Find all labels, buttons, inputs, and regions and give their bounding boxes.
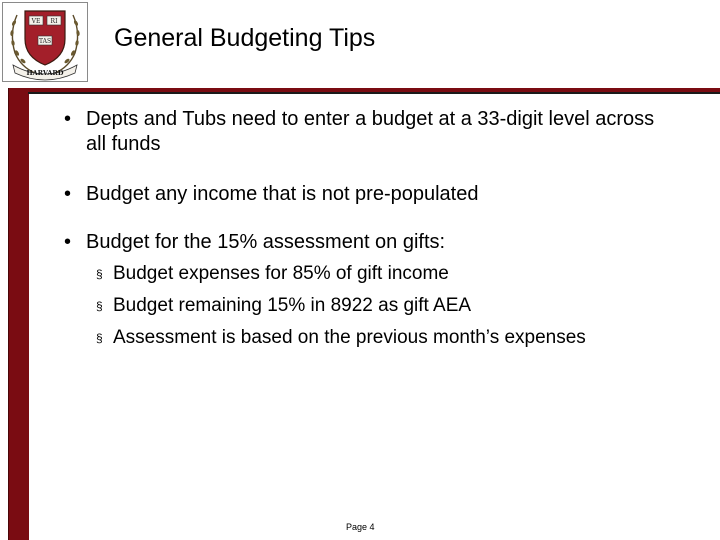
harvard-shield-seal-icon xyxy=(3,3,87,81)
bullet-text: Budget any income that is not pre-populated xyxy=(86,183,479,205)
bullet-text: Budget for the 15% assessment on gifts: xyxy=(86,231,446,253)
bullet-item xyxy=(64,182,664,207)
sub-bullet-glyph: § xyxy=(96,267,103,281)
sub-bullet-glyph: § xyxy=(96,299,103,313)
logo-ribbon-text: HARVARD xyxy=(26,69,64,77)
bullet-item xyxy=(64,230,664,255)
logo-frame xyxy=(2,2,88,82)
sub-bullet-glyph: § xyxy=(96,331,103,345)
bullet-item xyxy=(64,107,664,157)
bullet-text: Depts and Tubs need to enter a budget at a 33-digit level across all funds xyxy=(86,108,655,155)
bullet-glyph: • xyxy=(64,231,72,253)
sub-bullet-text: Assessment is based on the previous month’s expenses xyxy=(113,327,586,348)
sub-bullet-text: Budget remaining 15% in 8922 as gift AEA xyxy=(113,295,472,316)
left-accent-bar xyxy=(8,88,29,540)
sub-bullet-text: Budget expenses for 85% of gift income xyxy=(113,263,449,284)
page-label: Page 4 xyxy=(346,522,375,532)
sub-bullet-item xyxy=(96,326,586,350)
sub-bullet-item xyxy=(96,262,449,286)
shield-word-1: VE xyxy=(31,18,41,25)
slide-number: 4 xyxy=(3,507,9,517)
sub-bullet-item xyxy=(96,294,471,318)
shield-word-3: TAS xyxy=(38,38,52,45)
bullet-glyph: • xyxy=(64,183,72,205)
slide-title: General Budgeting Tips xyxy=(114,24,376,52)
bullet-glyph: • xyxy=(64,108,72,130)
shield-word-2: RI xyxy=(50,18,58,25)
header-rule-shadow xyxy=(28,92,720,94)
